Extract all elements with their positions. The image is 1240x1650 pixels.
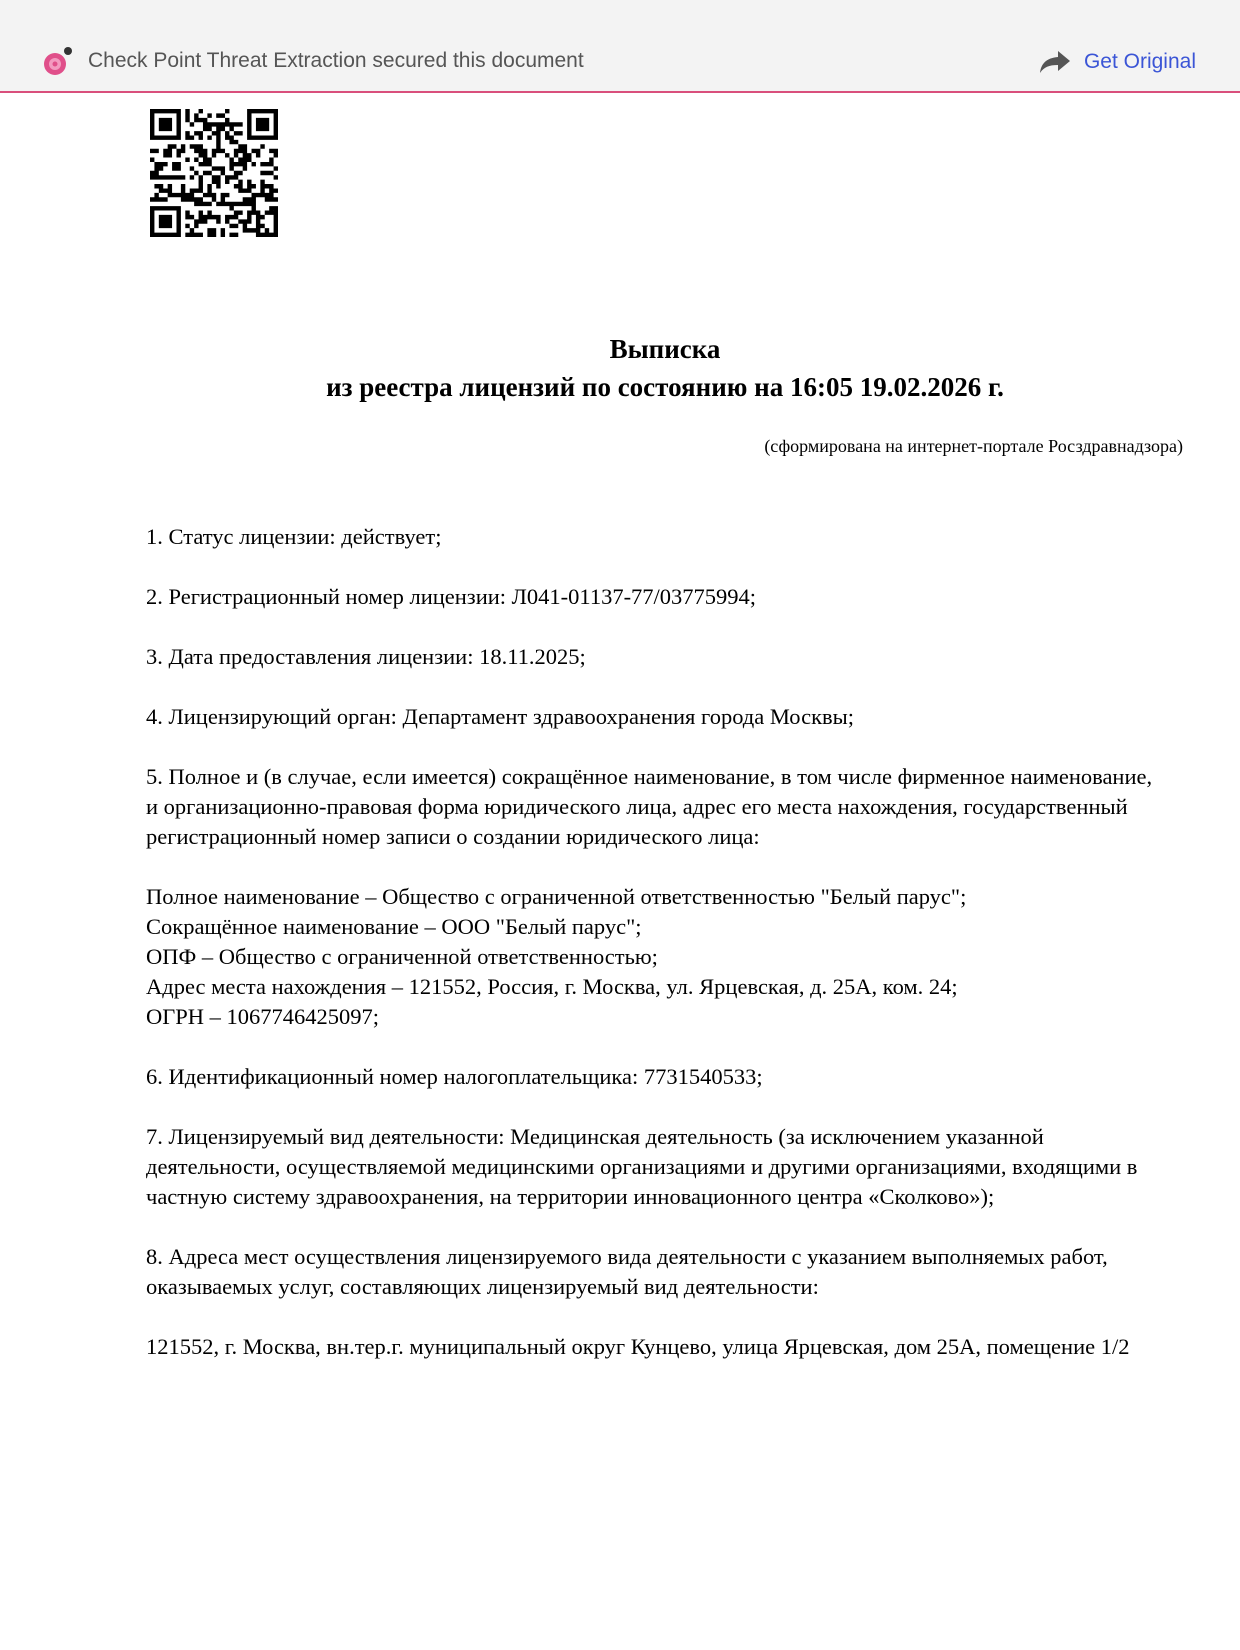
document-title: Выписка bbox=[609, 334, 721, 364]
taxpayer-id: 6. Идентификационный номер налогоплательщика: 7731540533; bbox=[146, 1064, 763, 1089]
activity-addresses-heading: 8. Адреса мест осуществления лицензируемого вида деятельности с указанием выполняемых работ, оказываемых услуг, составляющих лицензируемый вид деятельности: bbox=[146, 1244, 1108, 1299]
get-original-button[interactable] bbox=[1038, 46, 1196, 78]
document-subtitle: из реестра лицензий по состоянию на 16:05 19.02.2026 г. bbox=[326, 372, 1004, 402]
license-date: 3. Дата предоставления лицензии: 18.11.2025; bbox=[146, 644, 586, 669]
ogrn: ОГРН – 1067746425097; bbox=[146, 1004, 380, 1029]
licensing-authority: 4. Лицензирующий орган: Департамент здравоохранения города Москвы; bbox=[146, 704, 855, 729]
source-note: (сформирована на интернет-портале Росздравнадзора) bbox=[764, 436, 1183, 456]
activity-address: 121552, г. Москва, вн.тер.г. муниципальный округ Кунцево, улица Ярцевская, дом 25А, помещение 1/2 bbox=[146, 1334, 1130, 1359]
banner-message: Check Point Threat Extraction secured this document bbox=[88, 49, 584, 72]
legal-address: Адрес места нахождения – 121552, Россия, г. Москва, ул. Ярцевская, д. 25А, ком. 24; bbox=[146, 974, 958, 999]
licensed-activity: 7. Лицензируемый вид деятельности: Медицинская деятельность (за исключением указанной деятельности, осуществляемой медицинскими организациями и другими организациями, входящими в частную систему здравоохранения, на территории инновационного центра «Сколково»); bbox=[146, 1124, 1138, 1209]
forward-arrow-icon bbox=[1038, 48, 1072, 76]
get-original-label: Get Original bbox=[1083, 50, 1196, 73]
checkpoint-logo-icon bbox=[42, 46, 74, 78]
legal-form: ОПФ – Общество с ограниченной ответственностью; bbox=[146, 944, 658, 969]
legal-entity-heading: 5. Полное и (в случае, если имеется) сокращённое наименование, в том числе фирменное наименование, и организационно-правовая форма юридического лица, адрес его места нахождения, государственный регистрационный номер записи о создании юридического лица: bbox=[146, 764, 1153, 849]
license-status: 1. Статус лицензии: действует; bbox=[146, 524, 442, 549]
license-number: 2. Регистрационный номер лицензии: Л041-01137-77/03775994; bbox=[146, 584, 757, 609]
full-name: Полное наименование – Общество с ограниченной ответственностью "Белый парус"; bbox=[146, 884, 967, 909]
qr-code-icon bbox=[150, 109, 278, 237]
threat-extraction-banner bbox=[0, 0, 1240, 93]
document-body bbox=[146, 522, 1156, 1392]
short-name: Сокращённое наименование – ООО "Белый парус"; bbox=[146, 914, 642, 939]
